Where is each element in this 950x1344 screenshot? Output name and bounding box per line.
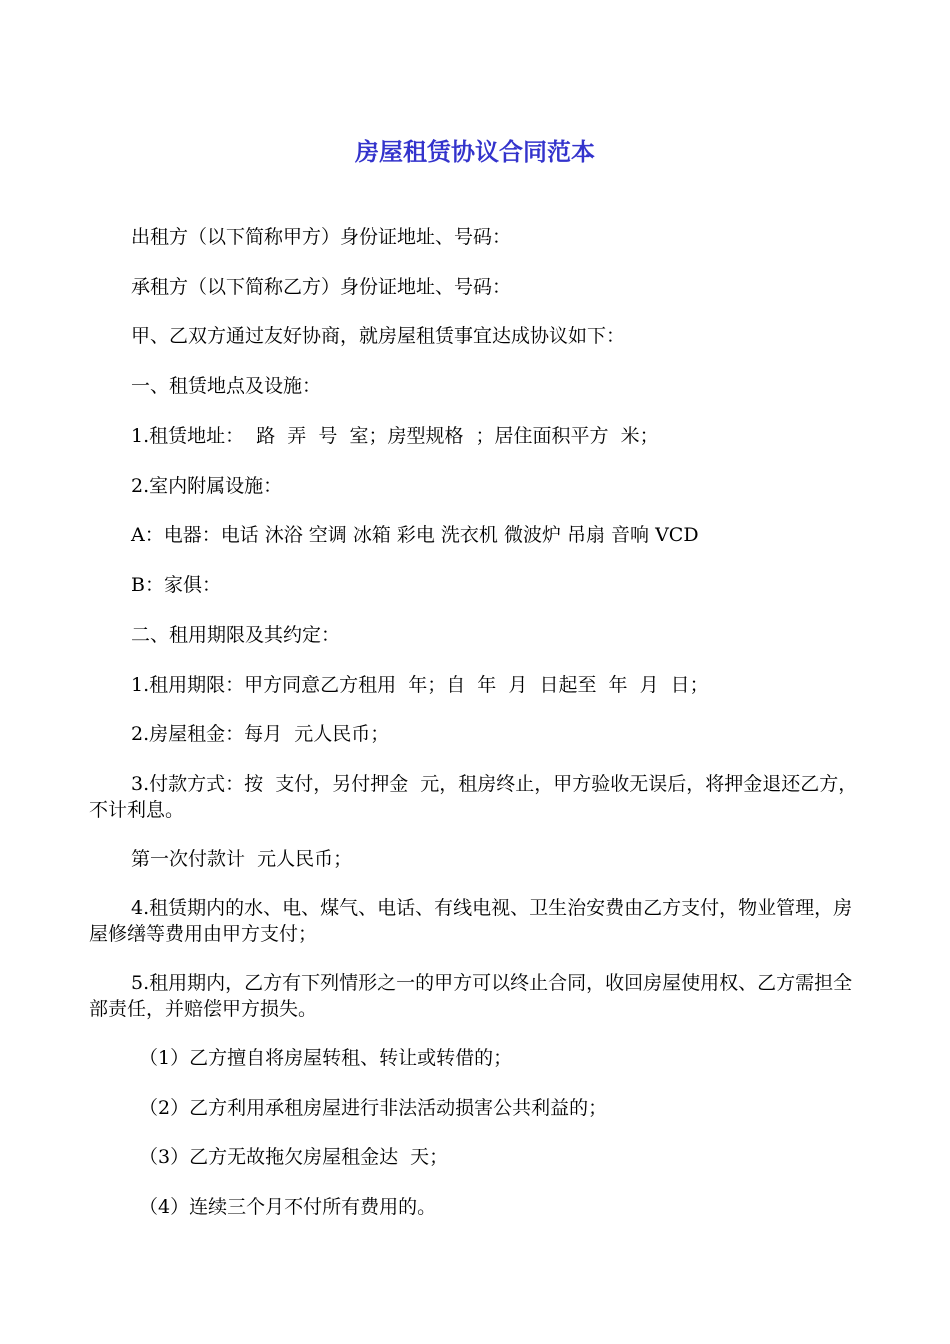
list-item-sublet: （1）乙方擅自将房屋转租、转让或转借的； xyxy=(139,1047,513,1069)
paragraph-utilities: 4.租赁期内的水、电、煤气、电话、有线电视、卫生治安费由乙方支付，物业管理，房屋修缮等费用由甲方支付； xyxy=(89,897,853,945)
list-item-illegal: （2）乙方利用承租房屋进行非法活动损害公共利益的； xyxy=(139,1097,608,1119)
paragraph-lessee: 承租方（以下简称乙方）身份证地址、号码： xyxy=(131,276,512,298)
paragraph-rent: 2.房屋租金：每月 元人民币； xyxy=(131,723,390,745)
paragraph-lessor: 出租方（以下简称甲方）身份证地址、号码： xyxy=(131,226,512,248)
paragraph-termination: 5.租用期内，乙方有下列情形之一的甲方可以终止合同，收回房屋使用权、乙方需担全部责任，并赔偿甲方损失。 xyxy=(89,972,853,1020)
paragraph-address: 1.租赁地址： 路 弄 号 室；房型规格 ；居住面积平方 米； xyxy=(131,425,659,447)
paragraph-furniture: B：家俱： xyxy=(131,574,221,596)
list-item-unpaid-fees: （4）连续三个月不付所有费用的。 xyxy=(139,1196,437,1218)
paragraph-first-payment: 第一次付款计 元人民币； xyxy=(131,848,353,870)
paragraph-payment: 3.付款方式：按 支付，另付押金 元，租房终止，甲方验收无误后，将押金退还乙方，不计利息。 xyxy=(89,773,858,821)
paragraph-appliances: A：电器：电话 沐浴 空调 冰箱 彩电 洗衣机 微波炉 吊扇 音响 VCD xyxy=(131,524,699,546)
document-title: 房屋租赁协议合同范本 xyxy=(355,138,595,166)
list-item-arrears: （3）乙方无故拖欠房屋租金达 天； xyxy=(139,1146,449,1168)
section-heading-location: 一、租赁地点及设施： xyxy=(131,375,322,397)
section-heading-term: 二、租用期限及其约定： xyxy=(131,624,341,646)
paragraph-lease-term: 1.租用期限：甲方同意乙方租用 年；自 年 月 日起至 年 月 日； xyxy=(131,674,709,696)
paragraph-facilities: 2.室内附属设施： xyxy=(131,475,283,497)
paragraph-intro: 甲、乙双方通过友好协商，就房屋租赁事宜达成协议如下： xyxy=(131,325,626,347)
